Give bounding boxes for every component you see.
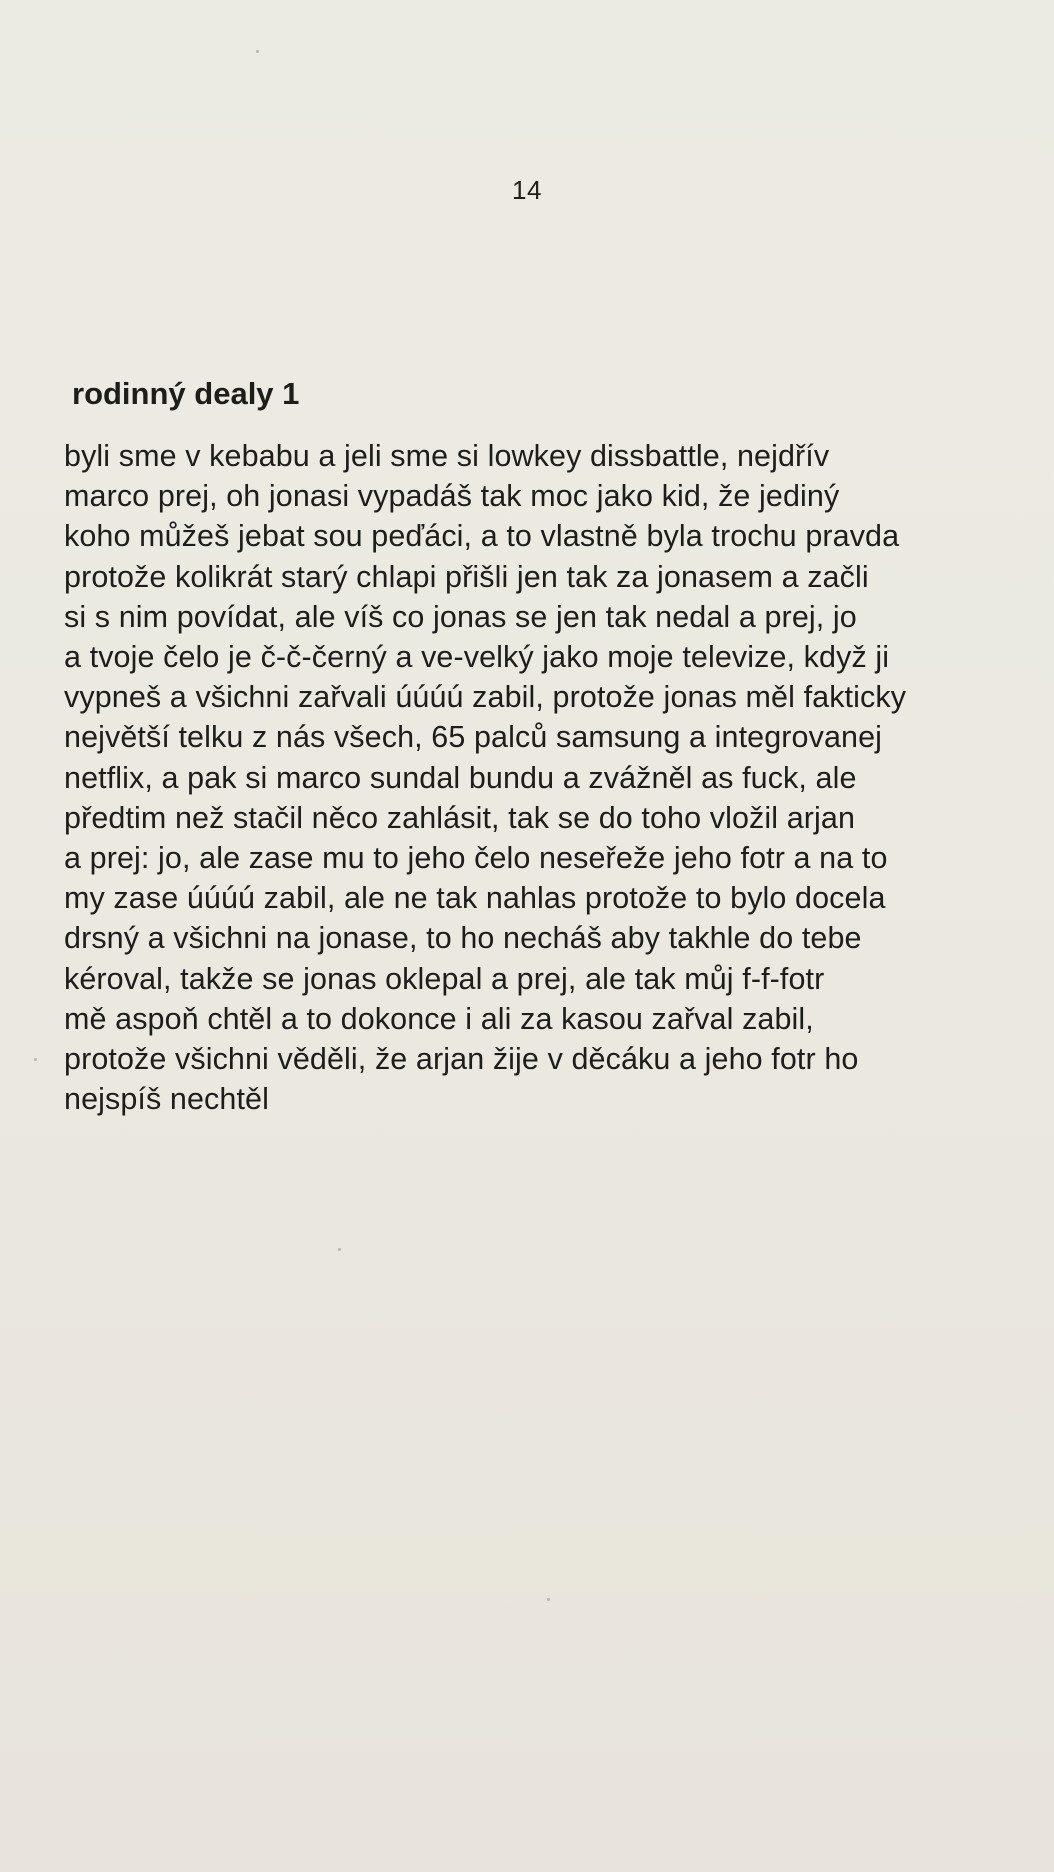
poem-body — [64, 436, 1044, 1119]
paper-speck — [34, 1058, 37, 1061]
poem-line: koho můžeš jebat sou peďáci, a to vlastně byla trochu pravda — [64, 519, 900, 554]
poem-line: největší telku z nás všech, 65 palců samsung a integrovanej — [64, 720, 883, 755]
poem-line: a prej: jo, ale zase mu to jeho čelo neseřeže jeho fotr a na to — [64, 841, 888, 876]
paper-speck — [547, 1598, 550, 1601]
poem-line: a tvoje čelo je č-č-černý a ve-velký jako moje televize, když ji — [64, 640, 890, 675]
poem-title: rodinný dealy 1 — [72, 376, 300, 411]
poem-line: my zase úúúú zabil, ale ne tak nahlas protože to bylo docela — [64, 881, 886, 916]
poem-line: vypneš a všichni zařvali úúúú zabil, protože jonas měl fakticky — [64, 680, 907, 715]
poem-line: mě aspoň chtěl a to dokonce i ali za kasou zařval zabil, — [64, 1001, 814, 1036]
poem-line: kéroval, takže se jonas oklepal a prej, ale tak můj f-f-fotr — [64, 961, 825, 996]
poem-line: drsný a všichni na jonase, to ho necháš aby takhle do tebe — [64, 921, 862, 956]
poem-line: byli sme v kebabu a jeli sme si lowkey dissbattle, nejdřív — [64, 439, 830, 473]
poem-line: protože všichni věděli, že arjan žije v děcáku a jeho fotr ho — [64, 1042, 859, 1077]
poem-line: marco prej, oh jonasi vypadáš tak moc jako kid, že jediný — [64, 479, 840, 514]
paper-speck — [256, 50, 259, 53]
paper-speck — [338, 1248, 341, 1251]
poem-line: nejspíš nechtěl — [64, 1082, 269, 1117]
poem-line: předtim než stačil něco zahlásit, tak se do toho vložil arjan — [64, 800, 856, 835]
poem-line: protože kolikrát starý chlapi přišli jen tak za jonasem a začli — [64, 559, 869, 594]
poem-line: si s nim povídat, ale víš co jonas se jen tak nedal a prej, jo — [64, 599, 857, 634]
poem-line: netflix, a pak si marco sundal bundu a zvážněl as fuck, ale — [64, 760, 857, 795]
page-number: 14 — [512, 175, 542, 205]
